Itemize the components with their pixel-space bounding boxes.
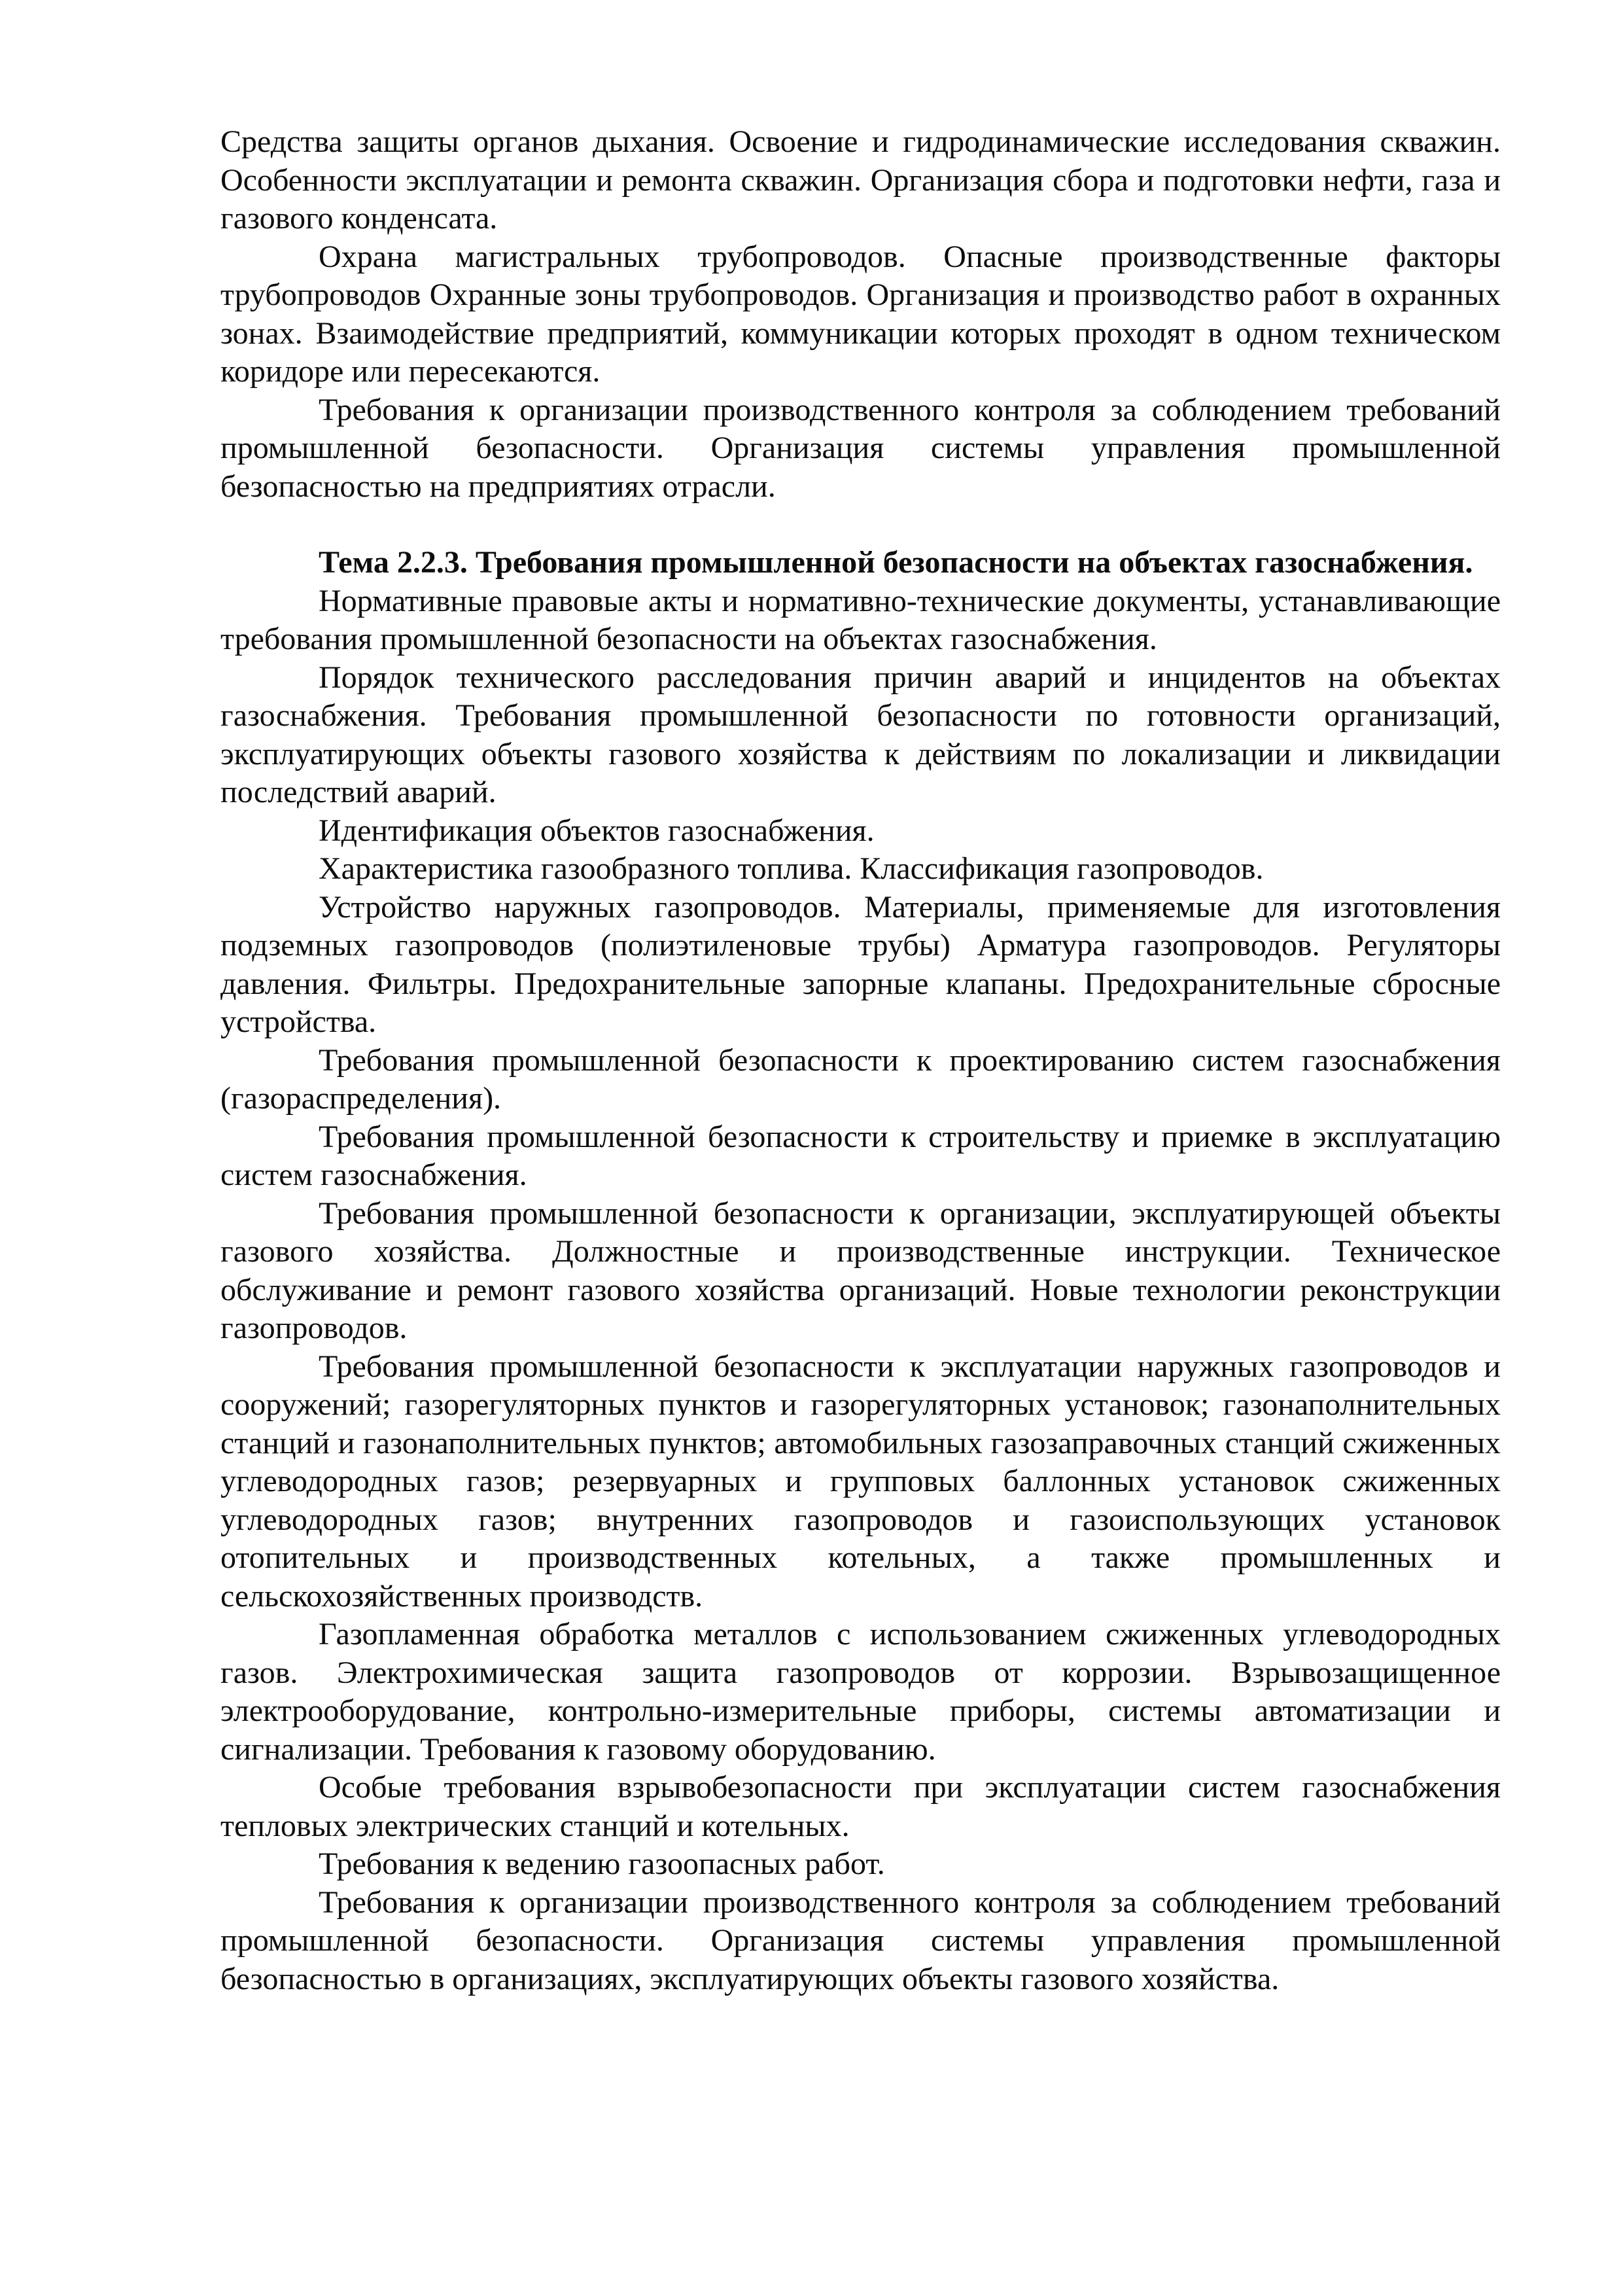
paragraph-operation-requirements: Требования промышленной безопасности к эксплуатации наружных газопроводов и сооружений; газорегуляторных пунктов и газорегуляторных установок; газонаполнительных станций и газонаполнительных пунктов; автомобильных газозаправочных станций сжиженных углеводородных газов; резервуарных и групповых баллонных установок сжиженных углеводородных газов; внутренних газопроводов и газоиспользующих установок отопительных и производственных котельных, а также промышленных и сельскохозяйственных производств.: [220, 1349, 1501, 1614]
topic-heading: Тема 2.2.3. Требования промышленной безопасности на объектах газоснабжения.: [319, 545, 1473, 580]
paragraph-identification: Идентификация объектов газоснабжения.: [319, 813, 875, 848]
paragraph-regulatory-acts: Нормативные правовые акты и нормативно-технические документы, устанавливающие требования промышленной безопасности на объектах газоснабжения.: [220, 583, 1501, 656]
paragraph-explosion-safety: Особые требования взрывобезопасности при эксплуатации систем газоснабжения тепловых электрических станций и котельных.: [220, 1770, 1501, 1843]
paragraph-accident-investigation: Порядок технического расследования причин аварий и инцидентов на объектах газоснабжения. Требования промышленной безопасности по готовности организаций, эксплуатирующих объекты газового хозяйства к действиям по локализации и ликвидации последствий аварий.: [220, 660, 1501, 809]
paragraph-gas-flame-processing: Газопламенная обработка металлов с использованием сжиженных углеводородных газов. Электрохимическая защита газопроводов от коррозии. Взрывозащищенное электрооборудование, контрольно-измерительные приборы, системы автоматизации и сигнализации. Требования к газовому оборудованию.: [220, 1617, 1501, 1767]
paragraph-gas-hazardous-work: Требования к ведению газоопасных работ.: [319, 1846, 885, 1881]
paragraph-main-pipelines: Охрана магистральных трубопроводов. Опасные производственные факторы трубопроводов Охранные зоны трубопроводов. Организация и производство работ в охранных зонах. Взаимодействие предприятий, коммуникации которых проходят в одном техническом коридоре или пересекаются.: [220, 239, 1501, 389]
paragraph-external-pipelines: Устройство наружных газопроводов. Материалы, применяемые для изготовления подземных газопроводов (полиэтиленовые трубы) Арматура газопроводов. Регуляторы давления. Фильтры. Предохранительные запорные клапаны. Предохранительные сбросные устройства.: [220, 889, 1501, 1039]
paragraph-design-requirements: Требования промышленной безопасности к проектированию систем газоснабжения (газораспределения).: [220, 1042, 1501, 1116]
paragraph-production-control-gas: Требования к организации производственного контроля за соблюдением требований промышленной безопасности. Организация системы управления промышленной безопасностью в организациях, эксплуатирующих объекты газового хозяйства.: [220, 1884, 1501, 1996]
paragraph-fuel-characteristics: Характеристика газообразного топлива. Классификация газопроводов.: [319, 851, 1264, 886]
paragraph-construction-requirements: Требования промышленной безопасности к строительству и приемке в эксплуатацию систем газоснабжения.: [220, 1119, 1501, 1192]
paragraph-operating-organization: Требования промышленной безопасности к организации, эксплуатирующей объекты газового хозяйства. Должностные и производственные инструкции. Техническое обслуживание и ремонт газового хозяйства организаций. Новые технологии реконструкции газопроводов.: [220, 1195, 1501, 1345]
document-page: [220, 123, 1501, 1998]
paragraph-respiratory-protection: Средства защиты органов дыхания. Освоение и гидродинамические исследования скважин. Особенности эксплуатации и ремонта скважин. Организация сбора и подготовки нефти, газа и газового конденсата.: [220, 124, 1501, 236]
paragraph-production-control-industry: Требования к организации производственного контроля за соблюдением требований промышленной безопасности. Организация системы управления промышленной безопасностью на предприятиях отрасли.: [220, 392, 1501, 504]
